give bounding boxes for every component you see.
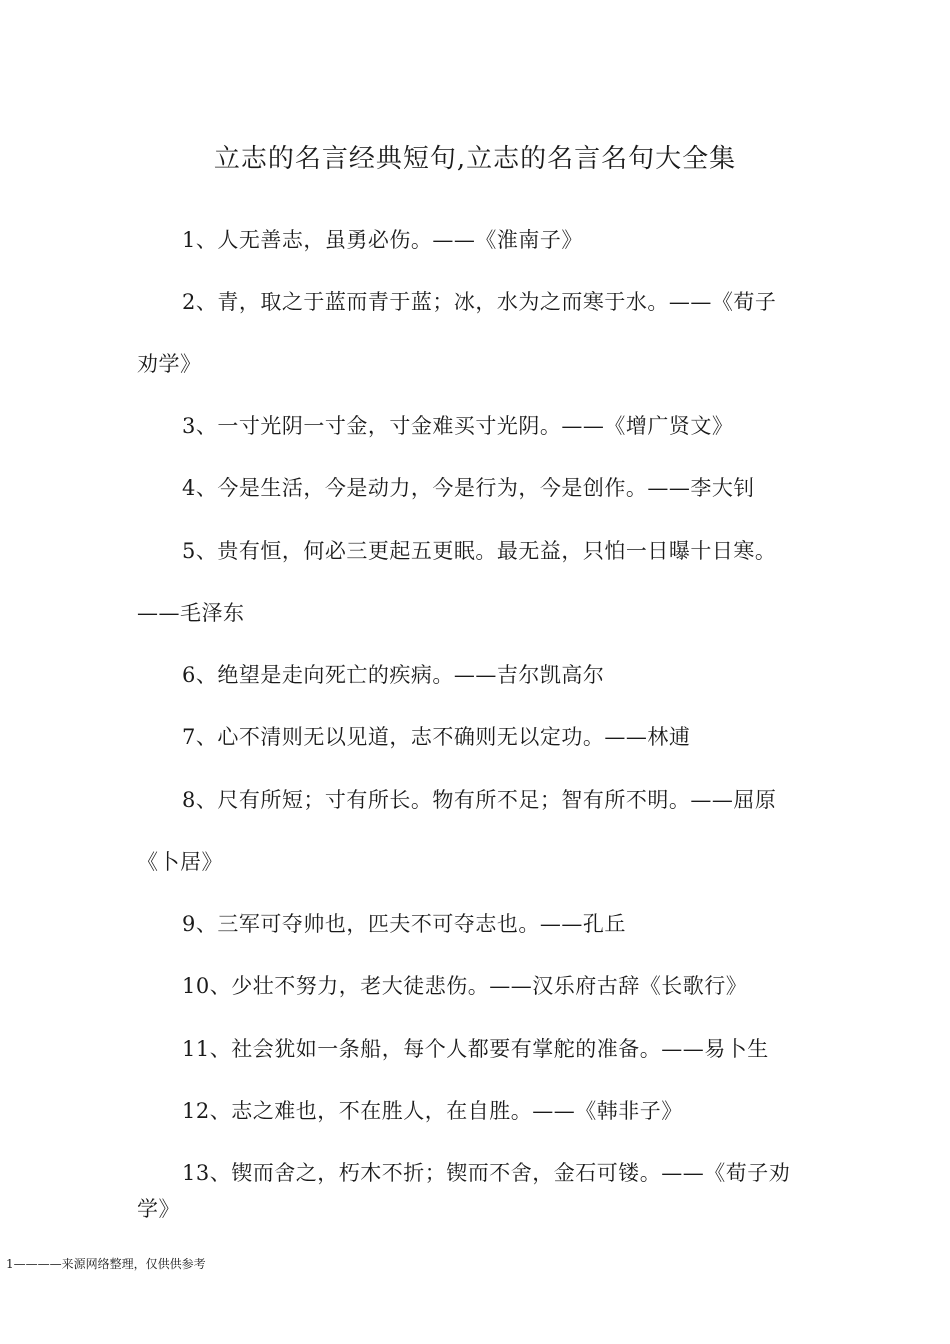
page-footer: 1————来源网络整理，仅供供参考 (6, 1257, 206, 1271)
quote-line-11: 11、社会犹如一条船，每个人都要有掌舵的准备。——易卜生 (182, 1037, 769, 1061)
quote-line-4: 4、今是生活，今是动力，今是行为，今是创作。——李大钊 (182, 476, 755, 500)
quote-line-5-cont: ——毛泽东 (137, 601, 245, 625)
quote-line-13-cont: 学》 (137, 1197, 180, 1221)
quote-line-2-cont: 劝学》 (137, 352, 202, 376)
document-title: 立志的名言经典短句,立志的名言名句大全集 (213, 144, 737, 174)
quote-line-5: 5、贵有恒，何必三更起五更眠。最无益，只怕一日曝十日寒。 (182, 539, 777, 563)
quote-line-13: 13、锲而舍之，朽木不折；锲而不舍，金石可镂。——《荀子劝 (182, 1161, 791, 1185)
quote-line-6: 6、绝望是走向死亡的疾病。——吉尔凯高尔 (182, 663, 605, 687)
quote-line-2: 2、青，取之于蓝而青于蓝；冰，水为之而寒于水。——《荀子 (182, 290, 777, 314)
quote-line-10: 10、少壮不努力，老大徒悲伤。——汉乐府古辞《长歌行》 (182, 974, 748, 998)
quote-line-1: 1、人无善志，虽勇必伤。——《淮南子》 (182, 228, 583, 252)
quote-line-12: 12、志之难也，不在胜人，在自胜。——《韩非子》 (182, 1099, 683, 1123)
quote-line-8: 8、尺有所短；寸有所长。物有所不足；智有所不明。——屈原 (182, 788, 777, 812)
quote-line-7: 7、心不清则无以见道，志不确则无以定功。——林逋 (182, 725, 691, 749)
quote-line-3: 3、一寸光阴一寸金，寸金难买寸光阴。——《增广贤文》 (182, 414, 734, 438)
quote-line-8-cont: 《卜居》 (137, 850, 223, 874)
quote-line-9: 9、三军可夺帅也，匹夫不可夺志也。——孔丘 (182, 912, 626, 936)
